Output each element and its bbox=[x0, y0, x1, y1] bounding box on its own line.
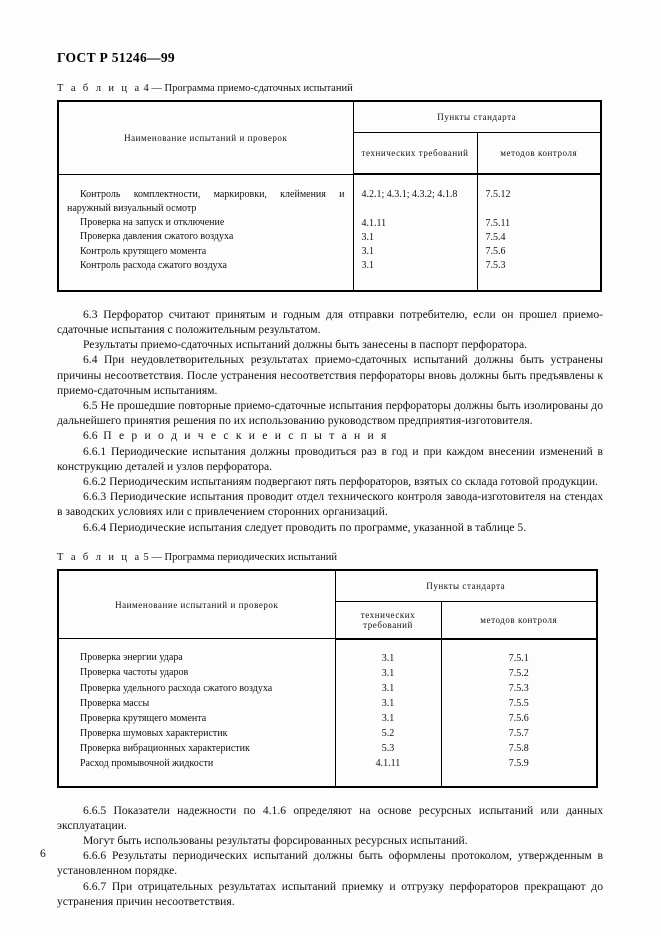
paragraph-6-6-3: 6.6.3 Периодические испытания проводит отдел технического контроля завода-изготовителя на стендах в заводских условиях или с привлечением сторонних организаций. bbox=[57, 490, 603, 519]
table4-row-method: 7.5.6 bbox=[485, 246, 506, 258]
table4-row-name: Контроль крутящего момента bbox=[80, 245, 207, 257]
table5-row-tech: 3.1 bbox=[381, 698, 395, 710]
table5-row-tech: 4.1.11 bbox=[375, 758, 401, 770]
table5-row-tech: 3.1 bbox=[381, 683, 395, 695]
page-number: 6 bbox=[40, 848, 46, 860]
table5-row-tech: 5.3 bbox=[381, 743, 395, 755]
table5-row-name: Проверка массы bbox=[80, 697, 150, 709]
table5-row-tech: 3.1 bbox=[381, 652, 395, 664]
section-heading-6-6 bbox=[57, 428, 603, 443]
table5-header-group: Пункты стандарта bbox=[335, 570, 597, 602]
section-heading-text: П е р и о д и ч е с к и е и с п ы т а н и я bbox=[103, 429, 389, 443]
table5-row-method: 7.5.2 bbox=[508, 667, 529, 679]
table4-row-name: Контроль комплектности, маркировки, клеймения и наружный визуальный осмотр bbox=[67, 188, 345, 214]
paragraph-6-6-1: 6.6.1 Периодические испытания должны проводиться раз в год и при каждом внесении изменений в конструкцию деталей и узлов перфоратора. bbox=[57, 444, 603, 473]
body-lower bbox=[57, 803, 603, 909]
paragraph-6-6-7: 6.6.7 При отрицательных результатах испытаний приемку и отгрузку перфораторов прекращают до устранения причин несоответствия. bbox=[57, 879, 603, 908]
body-upper bbox=[57, 307, 603, 535]
table4-header-tech: технических требований bbox=[353, 133, 477, 175]
table5-row-method: 7.5.3 bbox=[508, 683, 529, 695]
table5-header-method: методов контроля bbox=[441, 601, 597, 639]
table5-row-method: 7.5.9 bbox=[508, 758, 529, 770]
table5-caption-label: Т а б л и ц а bbox=[57, 551, 142, 563]
table5-row-name: Проверка вибрационных характеристик bbox=[80, 742, 250, 754]
table4-row-name: Проверка на запуск и отключение bbox=[80, 217, 225, 229]
table5-row-method: 7.5.6 bbox=[508, 713, 529, 725]
table4-row-method: 7.5.4 bbox=[485, 231, 506, 243]
paragraph-6-3: 6.3 Перфоратор считают принятым и годным для отправки потребителю, если он прошел приемо-сдаточные испытания с положительным результатом. bbox=[57, 307, 603, 336]
standard-header: ГОСТ Р 51246—99 bbox=[57, 50, 175, 65]
table4-row-method: 7.5.12 bbox=[485, 189, 511, 200]
table5-row-name: Проверка энергии удара bbox=[80, 652, 183, 664]
table5-header-name: Наименование испытаний и проверок bbox=[58, 570, 335, 639]
table5-header-row-1 bbox=[58, 570, 597, 602]
table4-names-cell bbox=[58, 174, 353, 291]
paragraph-6-4: 6.4 При неудовлетворительных результатах приемо-сдаточных испытаний должны быть устранены причины несоответствия. После устранения несоответствия перфораторы вновь должны быть предъявлены к приемо-сдаточным испытаниям. bbox=[57, 353, 603, 397]
paragraph-6-6-4: 6.6.4 Периодические испытания следует проводить по программе, указанной в таблице 5. bbox=[83, 520, 527, 534]
table5-caption-dash: — bbox=[151, 551, 162, 563]
table5-row-method: 7.5.1 bbox=[508, 652, 529, 664]
page-content bbox=[57, 0, 603, 909]
paragraph-6-6-6: 6.6.6 Результаты периодических испытаний должны быть оформлены протоколом, утвержденным в установленном порядке. bbox=[57, 849, 603, 878]
table4-row-method: 7.5.11 bbox=[485, 217, 511, 229]
table5-row-name: Расход промывочной жидкости bbox=[80, 757, 214, 769]
paragraph-6-5: 6.5 Не прошедшие повторные приемо-сдаточные испытания перфораторы должны быть изолированы до дальнейшего принятия решения по их использованию руководством предприятия-изготовителя. bbox=[57, 399, 603, 428]
table5-row-tech: 5.2 bbox=[381, 728, 395, 740]
table5-row-name: Проверка шумовых характеристик bbox=[80, 727, 228, 739]
table5-row-name: Проверка удельного расхода сжатого воздуха bbox=[80, 682, 273, 694]
table4-row-tech: 3.1 bbox=[361, 246, 374, 258]
table4-header-group: Пункты стандарта bbox=[353, 101, 601, 133]
table5-row-method: 7.5.8 bbox=[508, 743, 529, 755]
table4-caption-dash: — bbox=[151, 83, 162, 94]
paragraph-6-6-5: 6.6.5 Показатели надежности по 4.1.6 определяют на основе ресурсных испытаний или данных эксплуатации. bbox=[57, 803, 603, 832]
table4-caption bbox=[57, 83, 603, 94]
table4-tech-cell bbox=[353, 174, 477, 291]
table4-header-method: методов контроля bbox=[477, 133, 601, 175]
table4-body-row bbox=[58, 174, 601, 291]
table4-caption-number: 4 bbox=[143, 83, 149, 94]
table-4 bbox=[57, 100, 602, 292]
table5-row-tech: 3.1 bbox=[381, 667, 395, 679]
paragraph-6-6-2: 6.6.2 Периодическим испытаниям подвергают пять перфораторов, взятых со склада готовой продукции. bbox=[83, 475, 598, 489]
table4-row-tech: 4.1.11 bbox=[361, 217, 387, 229]
table5-names-cell bbox=[58, 639, 335, 787]
table4-row-tech: 4.2.1; 4.3.1; 4.3.2; 4.1.8 bbox=[361, 189, 458, 200]
table4-row-name: Контроль расхода сжатого воздуха bbox=[80, 259, 227, 271]
table4-caption-title: Программа приемо-сдаточных испытаний bbox=[164, 83, 353, 94]
table5-row-name: Проверка частоты ударов bbox=[80, 667, 189, 679]
table5-caption-number: 5 bbox=[143, 551, 149, 563]
table5-row-tech: 3.1 bbox=[381, 713, 395, 725]
table5-method-cell bbox=[441, 639, 597, 787]
table5-tech-cell bbox=[335, 639, 441, 787]
paragraph-forced-tests: Могут быть использованы результаты форсированных ресурсных испытаний. bbox=[83, 833, 468, 847]
table5-caption-title: Программа периодических испытаний bbox=[164, 551, 338, 563]
table4-row-name: Проверка давления сжатого воздуха bbox=[80, 231, 234, 243]
table4-row-tech: 3.1 bbox=[361, 231, 374, 243]
table4-header-name: Наименование испытаний и проверок bbox=[58, 101, 353, 174]
table5-row-method: 7.5.5 bbox=[508, 698, 529, 710]
section-heading-number: 6.6 bbox=[83, 429, 98, 443]
table4-method-cell bbox=[477, 174, 601, 291]
table5-row-name: Проверка крутящего момента bbox=[80, 712, 207, 724]
table4-row-method: 7.5.3 bbox=[485, 260, 506, 272]
table5-row-method: 7.5.7 bbox=[508, 728, 529, 740]
paragraph-results: Результаты приемо-сдаточных испытаний должны быть занесены в паспорт перфоратора. bbox=[83, 338, 528, 352]
table4-row-tech: 3.1 bbox=[361, 260, 374, 272]
table4-header-row-1 bbox=[58, 101, 601, 133]
table5-caption bbox=[57, 552, 603, 563]
table-5 bbox=[57, 569, 598, 788]
table5-header-tech: технических требований bbox=[335, 601, 441, 639]
table5-body-row bbox=[58, 639, 597, 787]
table4-caption-label: Т а б л и ц а bbox=[57, 83, 142, 94]
